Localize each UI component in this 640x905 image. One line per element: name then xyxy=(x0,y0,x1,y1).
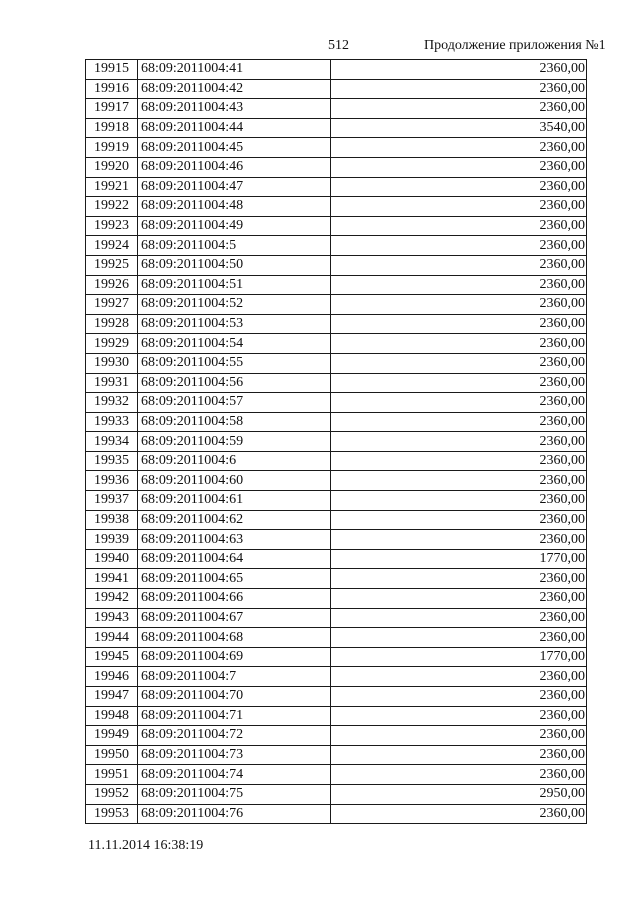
table-row xyxy=(86,569,587,589)
cadastral-code-cell: 68:09:2011004:53 xyxy=(138,314,331,334)
row-number-cell: 19933 xyxy=(86,412,138,432)
row-number-cell: 19935 xyxy=(86,451,138,471)
amount-cell: 2360,00 xyxy=(331,491,587,511)
cadastral-code-cell: 68:09:2011004:41 xyxy=(138,60,331,80)
table-row xyxy=(86,510,587,530)
row-number-cell: 19921 xyxy=(86,177,138,197)
cadastral-code-cell: 68:09:2011004:54 xyxy=(138,334,331,354)
table-row xyxy=(86,549,587,569)
cadastral-code-cell: 68:09:2011004:67 xyxy=(138,608,331,628)
row-number-cell: 19936 xyxy=(86,471,138,491)
table-row xyxy=(86,255,587,275)
amount-cell: 2360,00 xyxy=(331,314,587,334)
table-row xyxy=(86,353,587,373)
table-row xyxy=(86,138,587,158)
cadastral-code-cell: 68:09:2011004:66 xyxy=(138,589,331,609)
row-number-cell: 19920 xyxy=(86,157,138,177)
table-row xyxy=(86,216,587,236)
cadastral-code-cell: 68:09:2011004:71 xyxy=(138,706,331,726)
cadastral-code-cell: 68:09:2011004:72 xyxy=(138,726,331,746)
row-number-cell: 19928 xyxy=(86,314,138,334)
cadastral-code-cell: 68:09:2011004:44 xyxy=(138,118,331,138)
table-row xyxy=(86,765,587,785)
table-row xyxy=(86,687,587,707)
row-number-cell: 19937 xyxy=(86,491,138,511)
amount-cell: 2360,00 xyxy=(331,765,587,785)
continuation-title: Продолжение приложения №1 xyxy=(424,38,606,53)
amount-cell: 2360,00 xyxy=(331,687,587,707)
amount-cell: 2360,00 xyxy=(331,667,587,687)
amount-cell: 2360,00 xyxy=(331,451,587,471)
row-number-cell: 19946 xyxy=(86,667,138,687)
amount-cell: 2360,00 xyxy=(331,373,587,393)
table-row xyxy=(86,197,587,217)
cadastral-code-cell: 68:09:2011004:58 xyxy=(138,412,331,432)
row-number-cell: 19915 xyxy=(86,60,138,80)
row-number-cell: 19942 xyxy=(86,589,138,609)
row-number-cell: 19932 xyxy=(86,393,138,413)
table-row xyxy=(86,60,587,80)
table-row xyxy=(86,628,587,648)
cadastral-code-cell: 68:09:2011004:60 xyxy=(138,471,331,491)
row-number-cell: 19918 xyxy=(86,118,138,138)
cadastral-code-cell: 68:09:2011004:48 xyxy=(138,197,331,217)
table-row xyxy=(86,667,587,687)
table-row xyxy=(86,784,587,804)
amount-cell: 2360,00 xyxy=(331,726,587,746)
amount-cell: 2360,00 xyxy=(331,60,587,80)
table-row xyxy=(86,412,587,432)
cadastral-code-cell: 68:09:2011004:5 xyxy=(138,236,331,256)
amount-cell: 1770,00 xyxy=(331,647,587,667)
amount-cell: 2360,00 xyxy=(331,510,587,530)
row-number-cell: 19927 xyxy=(86,295,138,315)
table-row xyxy=(86,491,587,511)
row-number-cell: 19945 xyxy=(86,647,138,667)
table-row xyxy=(86,295,587,315)
cadastral-code-cell: 68:09:2011004:47 xyxy=(138,177,331,197)
cadastral-code-cell: 68:09:2011004:69 xyxy=(138,647,331,667)
amount-cell: 2360,00 xyxy=(331,334,587,354)
amount-cell: 2360,00 xyxy=(331,745,587,765)
amount-cell: 2360,00 xyxy=(331,530,587,550)
table-row xyxy=(86,589,587,609)
amount-cell: 2360,00 xyxy=(331,236,587,256)
amount-cell: 2360,00 xyxy=(331,79,587,99)
cadastral-code-cell: 68:09:2011004:56 xyxy=(138,373,331,393)
row-number-cell: 19931 xyxy=(86,373,138,393)
print-timestamp: 11.11.2014 16:38:19 xyxy=(88,838,204,853)
amount-cell: 2360,00 xyxy=(331,471,587,491)
cadastral-code-cell: 68:09:2011004:63 xyxy=(138,530,331,550)
row-number-cell: 19950 xyxy=(86,745,138,765)
cadastral-code-cell: 68:09:2011004:43 xyxy=(138,99,331,119)
table-row xyxy=(86,706,587,726)
amount-cell: 2360,00 xyxy=(331,295,587,315)
amount-cell: 1770,00 xyxy=(331,549,587,569)
cadastral-code-cell: 68:09:2011004:64 xyxy=(138,549,331,569)
cadastral-code-cell: 68:09:2011004:74 xyxy=(138,765,331,785)
table-row xyxy=(86,726,587,746)
cadastral-code-cell: 68:09:2011004:50 xyxy=(138,255,331,275)
table-row xyxy=(86,393,587,413)
table-row xyxy=(86,530,587,550)
row-number-cell: 19941 xyxy=(86,569,138,589)
amount-cell: 2360,00 xyxy=(331,138,587,158)
amount-cell: 2360,00 xyxy=(331,393,587,413)
cadastral-code-cell: 68:09:2011004:49 xyxy=(138,216,331,236)
cadastral-code-cell: 68:09:2011004:46 xyxy=(138,157,331,177)
row-number-cell: 19948 xyxy=(86,706,138,726)
row-number-cell: 19947 xyxy=(86,687,138,707)
amount-cell: 2360,00 xyxy=(331,628,587,648)
amount-cell: 2360,00 xyxy=(331,216,587,236)
amount-cell: 2360,00 xyxy=(331,804,587,824)
table-row xyxy=(86,118,587,138)
amount-cell: 2360,00 xyxy=(331,432,587,452)
row-number-cell: 19922 xyxy=(86,197,138,217)
cadastral-code-cell: 68:09:2011004:42 xyxy=(138,79,331,99)
amount-cell: 2360,00 xyxy=(331,177,587,197)
cadastral-code-cell: 68:09:2011004:65 xyxy=(138,569,331,589)
cadastral-code-cell: 68:09:2011004:61 xyxy=(138,491,331,511)
row-number-cell: 19934 xyxy=(86,432,138,452)
amount-cell: 2360,00 xyxy=(331,412,587,432)
amount-cell: 2360,00 xyxy=(331,608,587,628)
cadastral-code-cell: 68:09:2011004:59 xyxy=(138,432,331,452)
table-row xyxy=(86,334,587,354)
table-row xyxy=(86,432,587,452)
table-row xyxy=(86,471,587,491)
row-number-cell: 19951 xyxy=(86,765,138,785)
cadastral-code-cell: 68:09:2011004:6 xyxy=(138,451,331,471)
ledger-table xyxy=(85,59,587,824)
row-number-cell: 19943 xyxy=(86,608,138,628)
row-number-cell: 19952 xyxy=(86,784,138,804)
table-row xyxy=(86,177,587,197)
amount-cell: 2360,00 xyxy=(331,99,587,119)
cadastral-code-cell: 68:09:2011004:55 xyxy=(138,353,331,373)
cadastral-code-cell: 68:09:2011004:62 xyxy=(138,510,331,530)
cadastral-code-cell: 68:09:2011004:76 xyxy=(138,804,331,824)
table-row xyxy=(86,79,587,99)
cadastral-code-cell: 68:09:2011004:7 xyxy=(138,667,331,687)
row-number-cell: 19930 xyxy=(86,353,138,373)
cadastral-code-cell: 68:09:2011004:70 xyxy=(138,687,331,707)
table-row xyxy=(86,314,587,334)
row-number-cell: 19929 xyxy=(86,334,138,354)
row-number-cell: 19919 xyxy=(86,138,138,158)
page-number: 512 xyxy=(328,38,349,53)
row-number-cell: 19924 xyxy=(86,236,138,256)
table-row xyxy=(86,99,587,119)
table-row xyxy=(86,157,587,177)
table-row xyxy=(86,745,587,765)
amount-cell: 2360,00 xyxy=(331,197,587,217)
amount-cell: 2360,00 xyxy=(331,255,587,275)
table-row xyxy=(86,373,587,393)
amount-cell: 2360,00 xyxy=(331,353,587,373)
amount-cell: 2950,00 xyxy=(331,784,587,804)
row-number-cell: 19953 xyxy=(86,804,138,824)
row-number-cell: 19940 xyxy=(86,549,138,569)
cadastral-code-cell: 68:09:2011004:45 xyxy=(138,138,331,158)
row-number-cell: 19923 xyxy=(86,216,138,236)
table-row xyxy=(86,804,587,824)
cadastral-code-cell: 68:09:2011004:51 xyxy=(138,275,331,295)
row-number-cell: 19926 xyxy=(86,275,138,295)
cadastral-code-cell: 68:09:2011004:75 xyxy=(138,784,331,804)
amount-cell: 3540,00 xyxy=(331,118,587,138)
row-number-cell: 19916 xyxy=(86,79,138,99)
amount-cell: 2360,00 xyxy=(331,706,587,726)
row-number-cell: 19939 xyxy=(86,530,138,550)
row-number-cell: 19949 xyxy=(86,726,138,746)
amount-cell: 2360,00 xyxy=(331,589,587,609)
table-row xyxy=(86,451,587,471)
cadastral-code-cell: 68:09:2011004:52 xyxy=(138,295,331,315)
table-row xyxy=(86,236,587,256)
row-number-cell: 19938 xyxy=(86,510,138,530)
row-number-cell: 19917 xyxy=(86,99,138,119)
ledger-body xyxy=(86,60,587,824)
cadastral-code-cell: 68:09:2011004:73 xyxy=(138,745,331,765)
amount-cell: 2360,00 xyxy=(331,275,587,295)
row-number-cell: 19925 xyxy=(86,255,138,275)
amount-cell: 2360,00 xyxy=(331,157,587,177)
table-row xyxy=(86,275,587,295)
table-row xyxy=(86,647,587,667)
cadastral-code-cell: 68:09:2011004:68 xyxy=(138,628,331,648)
table-row xyxy=(86,608,587,628)
amount-cell: 2360,00 xyxy=(331,569,587,589)
row-number-cell: 19944 xyxy=(86,628,138,648)
cadastral-code-cell: 68:09:2011004:57 xyxy=(138,393,331,413)
